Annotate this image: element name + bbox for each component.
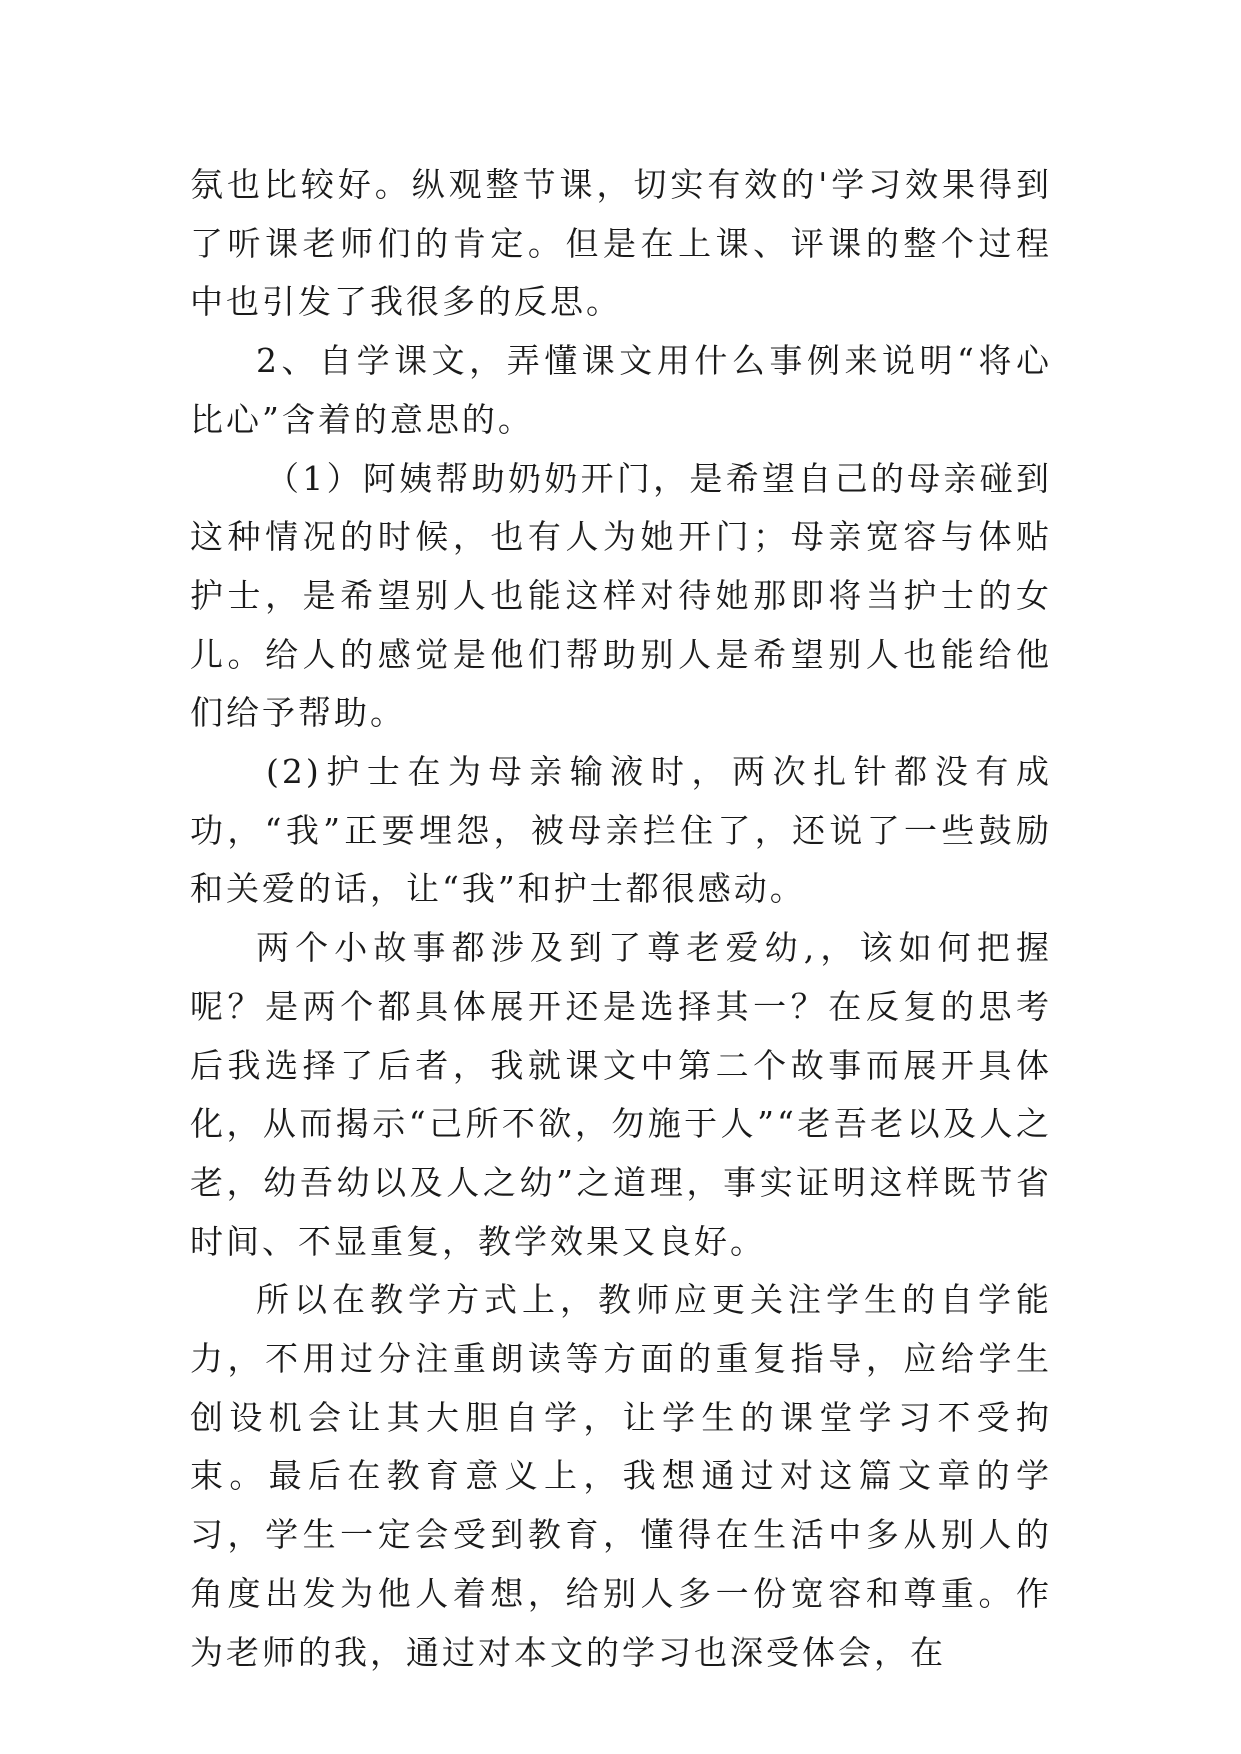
document-body (190, 156, 1052, 1682)
paragraph-example-1: （1）阿姨帮助奶奶开门，是希望自己的母亲碰到这种情况的时候，也有人为她开门；母亲宽容与体贴护士，是希望别人也能这样对待她那即将当护士的女儿。给人的感觉是他们帮助别人是希望别人也能给他们给予帮助。 (190, 458, 1052, 733)
paragraph-reflection-intro: 氛也比较好。纵观整节课，切实有效的'学习效果得到了听课老师们的肯定。但是在上课、评课的整个过程中也引发了我很多的反思。 (190, 165, 1052, 322)
paragraph-example-2: (2)护士在为母亲输液时，两次扎针都没有成功，“我”正要埋怨，被母亲拦住了，还说了一些鼓励和关爱的话，让“我”和护士都很感动。 (190, 752, 1052, 909)
paragraph-teaching-method: 所以在教学方式上，教师应更关注学生的自学能力，不用过分注重朗读等方面的重复指导，应给学生创设机会让其大胆自学，让学生的课堂学习不受拘束。最后在教育意义上，我想通过对这篇文章的学习，学生一定会受到教育，懂得在生活中多从别人的角度出发为他人着想，给别人多一份宽容和尊重。作为老师的我，通过对本文的学习也深受体会，在 (190, 1280, 1052, 1672)
paragraph-step-2: 2、自学课文，弄懂课文用什么事例来说明“将心比心”含着的意思的。 (190, 341, 1052, 439)
paragraph-story-choice: 两个小故事都涉及到了尊老爱幼,，该如何把握呢？是两个都具体展开还是选择其一？在反复的思考后我选择了后者，我就课文中第二个故事而展开具体化，从而揭示“己所不欲，勿施于人”“老吾老以及人之老，幼吾幼以及人之幼”之道理，事实证明这样既节省时间、不显重复，教学效果又良好。 (190, 928, 1052, 1261)
